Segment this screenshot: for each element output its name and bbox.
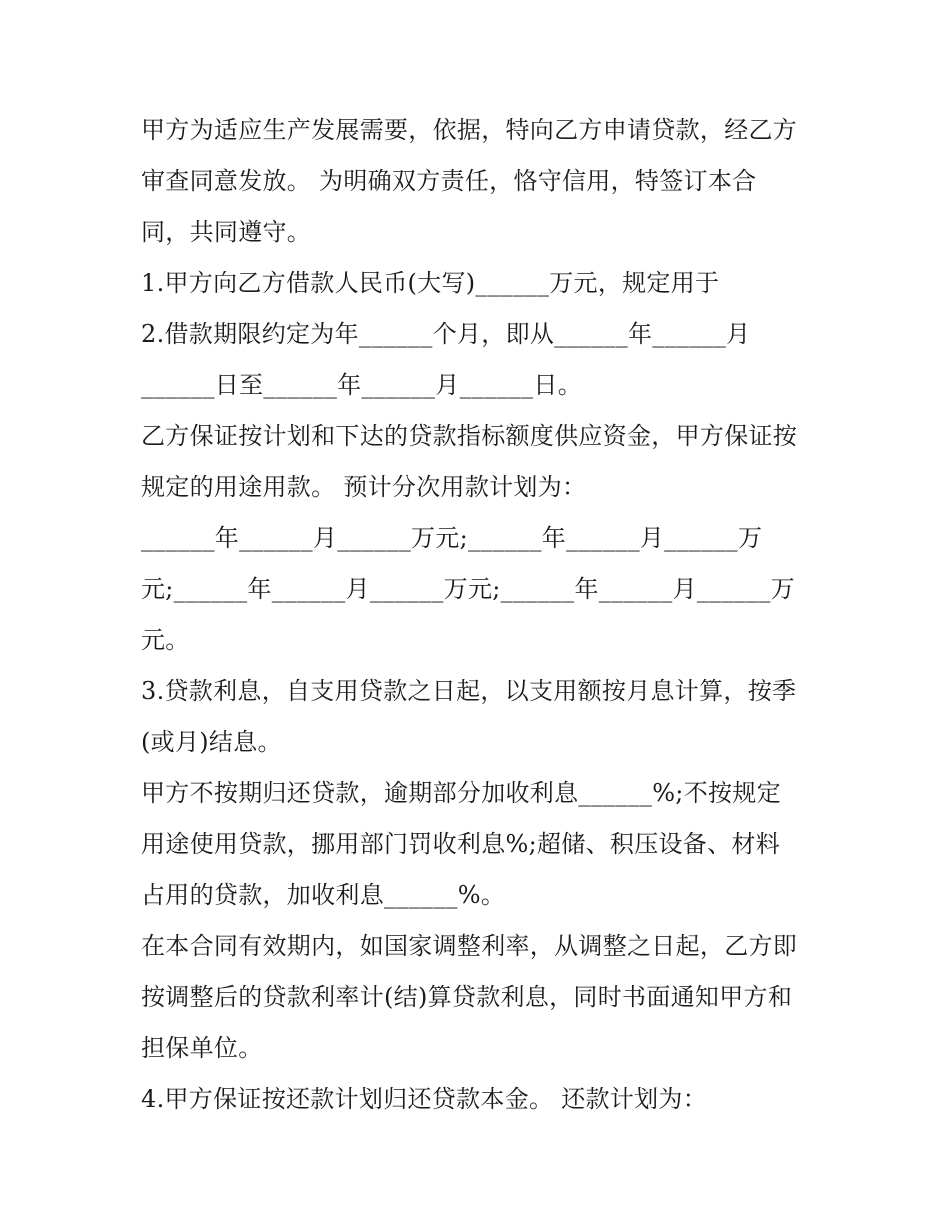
text-line: 同，共同遵守。 [141,218,312,246]
text-line: 担保单位。 [141,1034,263,1062]
text-line: 规定的用途用款。 预计分次用款计划为： [141,473,587,501]
text-line: 审查同意发放。 为明确双方责任，恪守信用，特签订本合 [141,167,757,195]
text-line: 按调整后的贷款利率计(结)算贷款利息，同时书面通知甲方和 [141,983,793,1011]
schedule-line: 元;______年______月______万元;______年______月______万 [141,575,795,603]
text-line: 占用的贷款，加收利息______%。 [141,881,506,909]
text-line: 甲方为适应生产发展需要，依据，特向乙方申请贷款，经乙方 [141,116,798,144]
text-line: 用途使用贷款，挪用部门罚收利息%;超储、积压设备、材料 [141,830,780,858]
text-line: 元。 [141,626,190,654]
clause-1-line: 1.甲方向乙方借款人民币(大写)______万元，规定用于 [141,269,720,297]
text-line: ______日至______年______月______日。 [141,371,582,399]
text-line: 乙方保证按计划和下达的贷款指标额度供应资金，甲方保证按 [141,422,798,450]
schedule-line: ______年______月______万元;______年______月______万 [141,524,763,552]
clause-3-line: 3.贷款利息，自支用贷款之日起，以支用额按月息计算，按季 [141,677,797,705]
clause-2-line: 2.借款期限约定为年______个月，即从______年______月 [141,320,751,348]
text-line: 甲方不按期归还贷款，逾期部分加收利息______%;不按规定 [141,779,781,807]
clause-4-line: 4.甲方保证按还款计划归还贷款本金。 还款计划为： [141,1085,708,1113]
contract-body [141,105,831,1125]
text-line: (或月)结息。 [141,728,282,756]
text-line: 在本合同有效期内，如国家调整利率，从调整之日起，乙方即 [141,932,798,960]
